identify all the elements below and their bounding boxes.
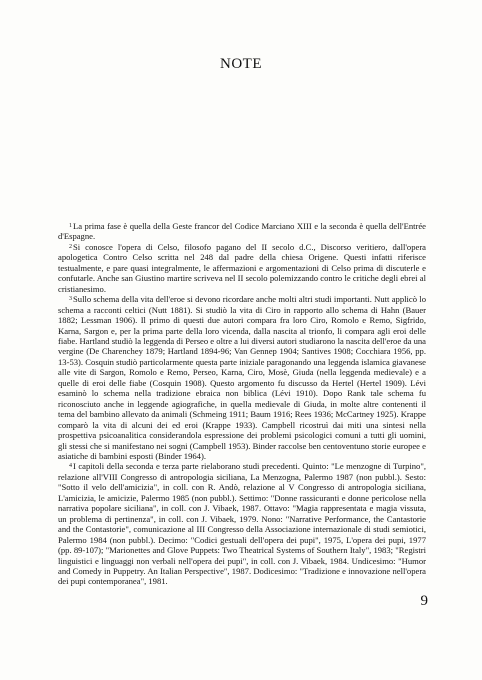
footnote-3 (58, 294, 426, 461)
footnote-text: I capitoli della seconda e terza parte rielaborano studi precedenti. Quinto: "Le menzogne di Turpino", relazione all'VIII Congresso di antropologia siciliana, La Menzogna, Palermo 1987 (non pubbl.). Sesto: "Sotto il velo dell'amicizia", in coll. con R. Andò, relazione al V Congresso di antropologia siciliana, L'amicizia, le amicizie, Palermo 1985 (non pubbl.). Settimo: "Donne rassicuranti e donne pericolose nella narrativa popolare siciliana", in coll. con J. Vibaek, 1987. Ottavo: "Magia rappresentata e magia vissuta, un problema di pertinenza", in coll. con J. Vibaek, 1979. Nono: "Narrative Performance, the Cantastorie and the Contastorie", comunicazione al III Congresso della Associazione internazionale di studi semiotici, Palermo 1984 (non pubbl.). Decimo: "Codici gestuali dell'opera dei pupi", 1975, L'opera dei pupi, 1977 (pp. 89-107); "Marionettes and Glove Puppets: Two Theatrical Systems of Southern Italy", 1983; "Registri linguistici e linguaggi non verbali nell'opera dei pupi", in coll. con J. Vibaek, 1984. Undicesimo: "Humor and Comedy in Puppetry. An Italian Perspective", 1987. Dodicesimo: "Tradizione e innovazione nell'opera dei pupi contemporanea", 1981. (58, 461, 426, 587)
footnote-text: La prima fase è quella della Geste francor del Codice Marciano XIII e la seconda è quella dell'Entrée d'Espagne. (58, 221, 426, 242)
page-title: NOTE (220, 56, 262, 72)
footnote-number: 2 (69, 243, 72, 250)
footnote-number: 3 (69, 296, 72, 303)
footnote-4 (58, 461, 426, 586)
notes-section (58, 221, 426, 587)
footnote-number: 1 (69, 223, 72, 229)
footnote-2 (58, 242, 426, 294)
footnote-text: Si conosce l'opera di Celso, filosofo pagano del II secolo d.C., Discorso veritiero, dall'opera apologetica Contro Celso scritta nel 248 dal padre della chiesa Origene. Questi infatti riferisce testualmente, e pare quasi integralmente, le affermazioni e argomentazioni di Celso prima di discuterle e confutarle. Anche san Giustino martire scriveva nel II secolo polemizzando contro le critiche degli ebrei al cristianesimo. (58, 241, 426, 294)
footnote-number: 4 (69, 463, 72, 470)
page-number: 9 (420, 593, 428, 609)
footnote-text: Sullo schema della vita dell'eroe si devono ricordare anche molti altri studi importanti. Nutt applicò lo schema a racconti celtici (Nutt 1881). Si studiò la vita di Ciro in rapporto allo schema di Hahn (Bauer 1882; Lessman 1906). Il primo di questi due autori compara fra loro Ciro, Romolo e Remo, Sigfrido, Karna, Sargon e, per la prima parte della loro vicenda, dalla nascita al trionfo, li compara agli eroi delle fiabe. Hartland studiò la leggenda di Perseo e oltre a lui diversi autori studiarono la nascita dell'eroe da una vergine (De Charenchey 1879; Hartland 1894-96; Van Gennep 1904; Santives 1908; Cocchiara 1956, pp. 13-53). Cosquin studiò particolarmente questa parte iniziale paragonando una leggenda islamica giavanese alle vite di Sargon, Romolo e Remo, Perseo, Karna, Ciro, Mosè, Giuda (nella leggenda medievale) e a quelle di eroi delle fiabe (Cosquin 1908). Questo argomento fu discusso da Hertel (Hertel 1909). Lévi esaminò lo schema nella tradizione ebraica non biblica (Lévi 1910). Dopo Rank tale schema fu riconosciuto anche in leggende agiografiche, in quella medievale di Giuda, in molte altre contenenti il tema del bambino allevato da animali (Schmeing 1911; Baum 1916; Rees 1936; McCartney 1925). Krappe comparò la vita di alcuni dei ed eroi (Krappe 1933). Campbell ricostruì dai miti una sintesi nella prospettiva psicoanalitica considerandola espressione dei problemi psicologici comuni a tutti gli uomini, gli stessi che si manifestano nei sogni (Campbell 1953). Binder raccolse ben centoventuno storie europee e asiatiche di bambini esposti (Binder 1964). (58, 294, 426, 461)
footnote-1 (58, 221, 426, 242)
